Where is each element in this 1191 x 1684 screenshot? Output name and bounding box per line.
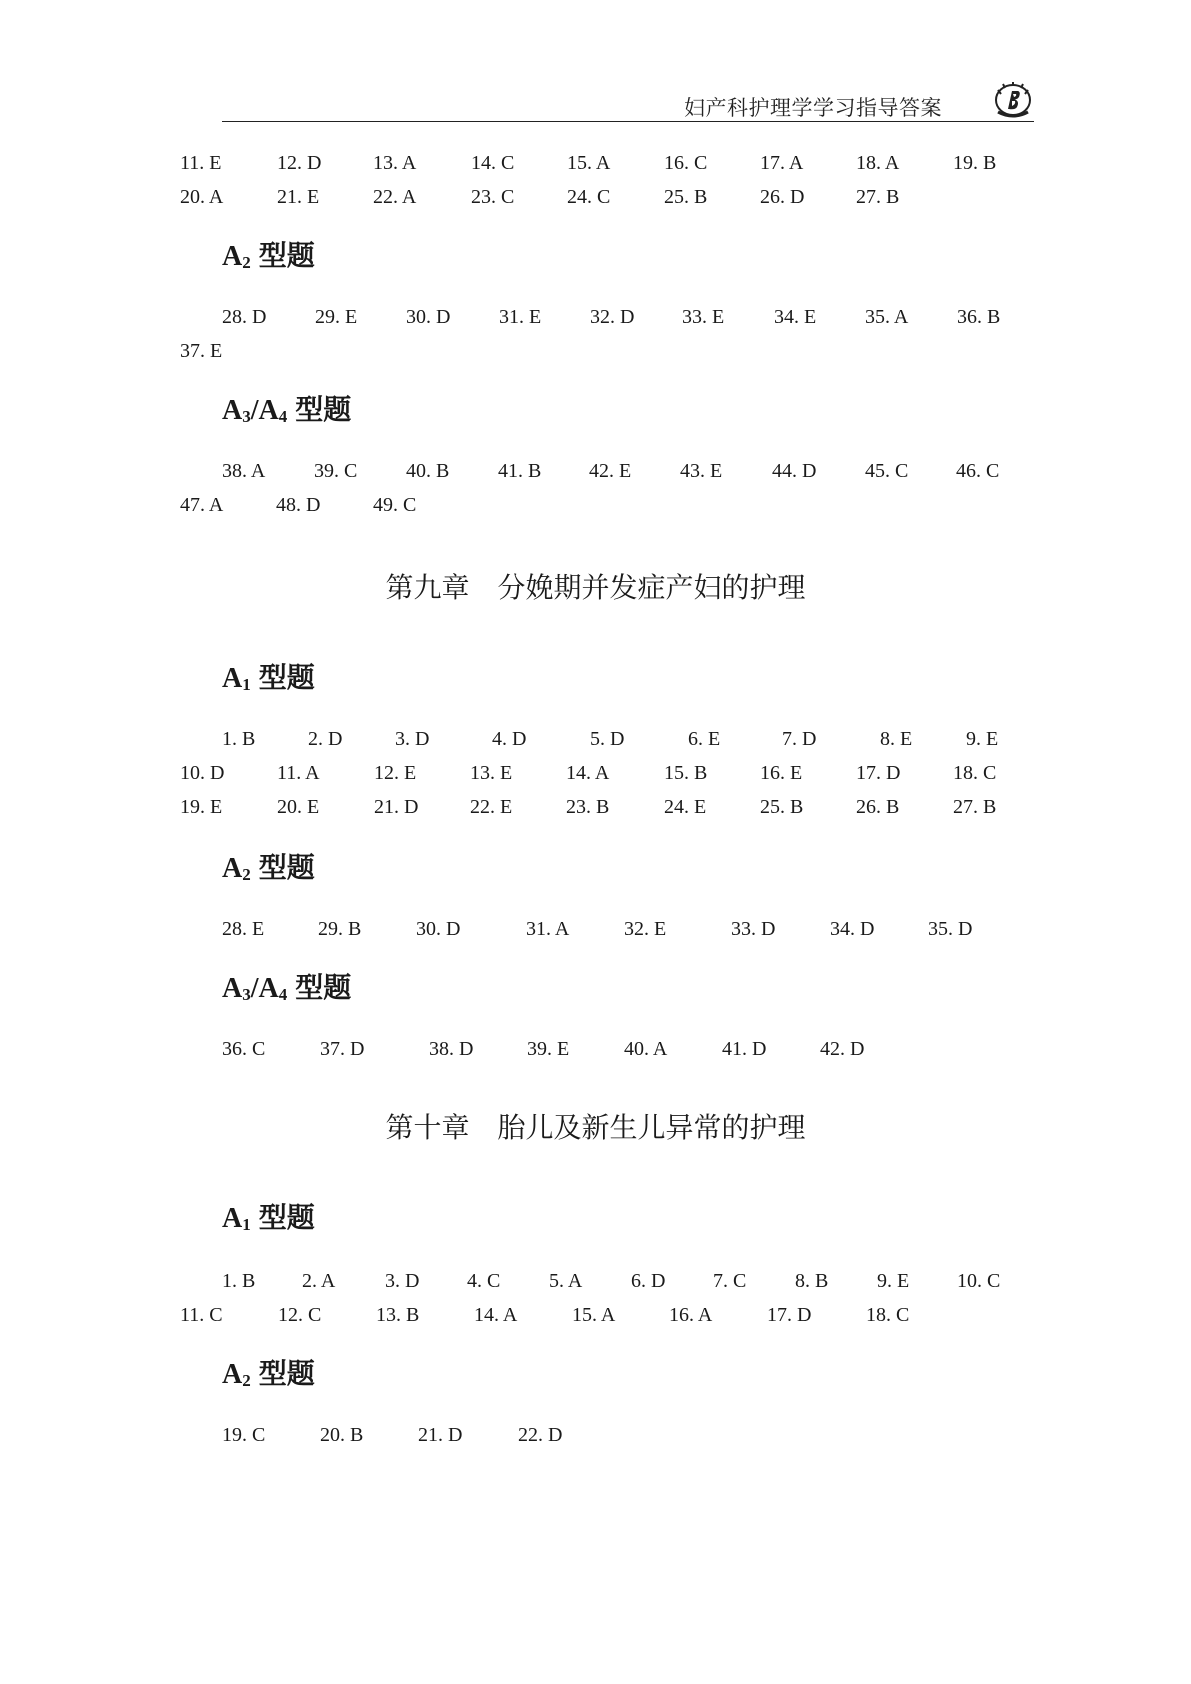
answer-item: 27. B — [953, 796, 997, 818]
answer-item: 18. A — [856, 152, 900, 174]
answer-item: 7. D — [782, 728, 817, 750]
answer-item: 5. A — [549, 1270, 583, 1292]
answer-item: 31. A — [526, 918, 570, 940]
answer-item: 15. A — [567, 152, 611, 174]
answer-item: 1. B — [222, 728, 256, 750]
question-type-heading — [222, 390, 351, 430]
chapter-title: 第十章 胎儿及新生儿异常的护理 — [385, 1111, 806, 1144]
answer-item: 17. D — [856, 762, 901, 784]
answer-item: 20. B — [320, 1424, 364, 1446]
answer-item: 35. D — [928, 918, 973, 940]
answer-item: 37. D — [320, 1038, 365, 1060]
answer-item: 10. C — [957, 1270, 1001, 1292]
question-type-code: $A_1$ — [222, 1203, 251, 1234]
answer-item: 25. B — [760, 796, 804, 818]
answer-item: 34. E — [774, 306, 817, 328]
answer-item: 30. D — [406, 306, 451, 328]
answer-item: 40. A — [624, 1038, 668, 1060]
answer-item: 18. C — [866, 1304, 910, 1326]
answer-item: 16. C — [664, 152, 708, 174]
answer-item: 24. E — [664, 796, 707, 818]
answer-item: 19. B — [953, 152, 997, 174]
answer-item: 11. C — [180, 1304, 223, 1326]
answer-item: 11. E — [180, 152, 222, 174]
answer-item: 39. E — [527, 1038, 570, 1060]
answer-item: 33. D — [731, 918, 776, 940]
answer-item: 3. D — [395, 728, 430, 750]
question-type-label: 型题 — [258, 1357, 315, 1390]
answer-item: 44. D — [772, 460, 817, 482]
answer-item: 26. D — [760, 186, 805, 208]
answer-item: 36. B — [957, 306, 1001, 328]
running-title: 妇产科护理学学习指导答案 — [684, 96, 942, 120]
answer-item: 7. C — [713, 1270, 747, 1292]
answer-item: 37. E — [180, 340, 223, 362]
header-rule — [222, 121, 1034, 122]
answer-item: 21. D — [418, 1424, 463, 1446]
answer-item: 21. D — [374, 796, 419, 818]
question-type-heading — [222, 658, 315, 698]
answer-item: 14. C — [471, 152, 515, 174]
answer-item: 41. D — [722, 1038, 767, 1060]
answer-item: 28. E — [222, 918, 265, 940]
answer-item: 49. C — [373, 494, 417, 516]
question-type-label: 型题 — [258, 1201, 315, 1234]
answer-item: 38. A — [222, 460, 266, 482]
answer-item: 1. B — [222, 1270, 256, 1292]
answer-item: 33. E — [682, 306, 725, 328]
question-type-code: $A_2$ — [222, 853, 251, 884]
question-type-heading — [222, 848, 315, 888]
answer-item: 46. C — [956, 460, 1000, 482]
answer-item: 12. E — [374, 762, 417, 784]
answer-item: 20. A — [180, 186, 224, 208]
question-type-heading — [222, 1198, 315, 1238]
answer-item: 15. A — [572, 1304, 616, 1326]
answer-item: 40. B — [406, 460, 450, 482]
answer-item: 18. C — [953, 762, 997, 784]
answer-item: 45. C — [865, 460, 909, 482]
answer-item: 9. E — [877, 1270, 910, 1292]
answer-item: 48. D — [276, 494, 321, 516]
answer-item: 14. A — [474, 1304, 518, 1326]
answer-item: 20. E — [277, 796, 320, 818]
running-header — [222, 82, 1034, 122]
answer-item: 22. E — [470, 796, 513, 818]
answer-item: 41. B — [498, 460, 542, 482]
answer-item: 19. E — [180, 796, 223, 818]
answer-item: 22. D — [518, 1424, 563, 1446]
answer-item: 12. D — [277, 152, 322, 174]
answer-item: 2. A — [302, 1270, 336, 1292]
answer-item: 21. E — [277, 186, 320, 208]
answer-item: 8. E — [880, 728, 913, 750]
chapter-title: 第九章 分娩期并发症产妇的护理 — [385, 571, 806, 604]
answer-item: 16. E — [760, 762, 803, 784]
answer-item: 10. D — [180, 762, 225, 784]
answer-item: 47. A — [180, 494, 224, 516]
answer-item: 36. C — [222, 1038, 266, 1060]
answer-item: 14. A — [566, 762, 610, 784]
answer-item: 12. C — [278, 1304, 322, 1326]
answer-item: 19. C — [222, 1424, 266, 1446]
answer-item: 25. B — [664, 186, 708, 208]
answer-item: 35. A — [865, 306, 909, 328]
answer-item: 13. B — [376, 1304, 420, 1326]
answer-item: 3. D — [385, 1270, 420, 1292]
answer-item: 34. D — [830, 918, 875, 940]
answer-item: 17. A — [760, 152, 804, 174]
answer-item: 4. D — [492, 728, 527, 750]
answer-item: 38. D — [429, 1038, 474, 1060]
answer-item: 23. B — [566, 796, 610, 818]
question-type-code: $A_3/A_4$ — [222, 973, 288, 1004]
answer-item: 27. B — [856, 186, 900, 208]
question-type-label: 型题 — [258, 239, 315, 272]
answer-item: 39. C — [314, 460, 358, 482]
answer-item: 26. B — [856, 796, 900, 818]
question-type-code: $A_2$ — [222, 1359, 251, 1390]
answer-item: 8. B — [795, 1270, 829, 1292]
answer-item: 11. A — [277, 762, 320, 784]
question-type-label: 型题 — [295, 971, 352, 1004]
question-type-heading — [222, 968, 351, 1008]
question-type-heading — [222, 1354, 315, 1394]
answer-item: 32. D — [590, 306, 635, 328]
answer-item: 43. E — [680, 460, 723, 482]
question-type-code: $A_2$ — [222, 241, 251, 272]
answer-item: 30. D — [416, 918, 461, 940]
answer-item: 22. A — [373, 186, 417, 208]
answer-item: 6. E — [688, 728, 721, 750]
answer-item: 15. B — [664, 762, 708, 784]
answer-item: 13. E — [470, 762, 513, 784]
answer-item: 16. A — [669, 1304, 713, 1326]
question-type-label: 型题 — [258, 661, 315, 694]
answer-item: 42. E — [589, 460, 632, 482]
answer-item: 4. C — [467, 1270, 501, 1292]
answer-item: 9. E — [966, 728, 999, 750]
answer-item: 29. B — [318, 918, 362, 940]
answer-item: 5. D — [590, 728, 625, 750]
question-type-heading — [222, 236, 315, 276]
answer-item: 31. E — [499, 306, 542, 328]
answer-item: 42. D — [820, 1038, 865, 1060]
answer-item: 28. D — [222, 306, 267, 328]
question-type-label: 型题 — [295, 393, 352, 426]
answer-item: 24. C — [567, 186, 611, 208]
answer-item: 13. A — [373, 152, 417, 174]
question-type-label: 型题 — [258, 851, 315, 884]
answer-item: 6. D — [631, 1270, 666, 1292]
answer-item: 17. D — [767, 1304, 812, 1326]
question-type-code: $A_3/A_4$ — [222, 395, 288, 426]
answer-item: 23. C — [471, 186, 515, 208]
answer-item: 32. E — [624, 918, 667, 940]
question-type-code: $A_1$ — [222, 663, 251, 694]
publisher-logo-icon — [992, 82, 1034, 120]
answer-item: 29. E — [315, 306, 358, 328]
answer-item: 2. D — [308, 728, 343, 750]
